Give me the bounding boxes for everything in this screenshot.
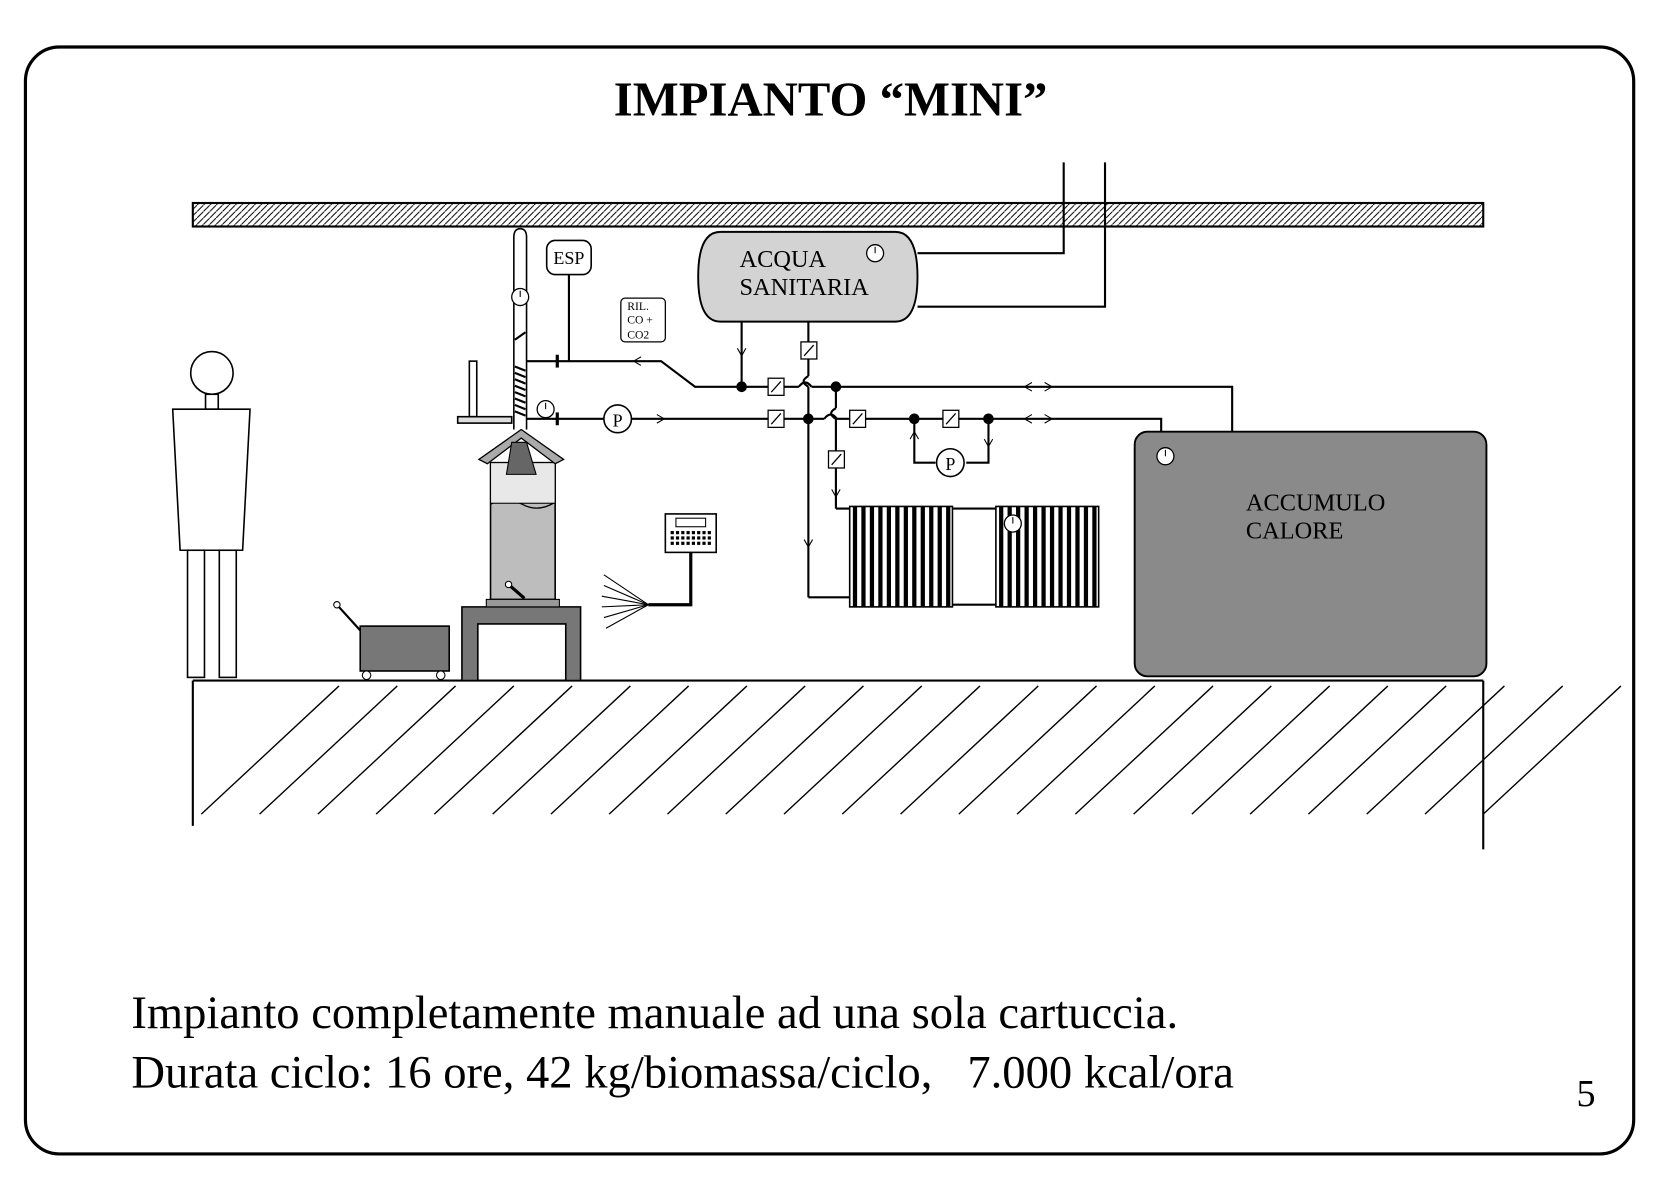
- caption-line-2: Durata ciclo: 16 ore, 42 kg/biomassa/ciclo, 7.000 kcal/ora: [131, 1046, 1234, 1099]
- chimney-thermometer-icon: [512, 288, 529, 305]
- page-number: 5: [1576, 1072, 1596, 1115]
- pump-bypass-label: P: [945, 454, 956, 475]
- accumulo-label-2: CALORE: [1245, 517, 1344, 545]
- pump-main-label: P: [612, 410, 623, 431]
- co-co2-detector: [621, 298, 665, 342]
- acqua-sanitaria-tank: [698, 232, 917, 322]
- valves: [768, 342, 959, 468]
- radiator-left: [850, 506, 953, 606]
- chimney: [458, 229, 527, 430]
- floor: [193, 681, 1621, 850]
- acqua-label-2: SANITARIA: [739, 273, 869, 301]
- pump-main: [604, 405, 632, 433]
- esp-label: ESP: [553, 247, 585, 268]
- control-unit: [602, 514, 716, 628]
- accumulo-calore-tank: [1135, 432, 1487, 677]
- biomass-cart: [334, 602, 449, 680]
- ril-label-1: RIL.: [627, 299, 649, 313]
- ceiling: [193, 203, 1483, 227]
- sensor-fan-icon: [602, 575, 649, 628]
- flue-thermometer-icon: [537, 401, 554, 418]
- tank-gauge-icon: [867, 245, 884, 262]
- acqua-label-1: ACQUA: [739, 246, 827, 274]
- ril-label-2: CO +: [627, 313, 653, 327]
- radiator-right: [996, 506, 1099, 606]
- radiator-gauge-icon: [1004, 515, 1021, 532]
- pump-bypass: [937, 449, 965, 477]
- esp-sensor: [547, 240, 591, 361]
- caption-line-1: Impianto completamente manuale ad una sola cartuccia.: [131, 986, 1179, 1039]
- storage-gauge-icon: [1157, 448, 1174, 465]
- gasifier-stand: [462, 607, 581, 681]
- ril-label-3: CO2: [627, 328, 650, 342]
- accumulo-label-1: ACCUMULO: [1245, 489, 1386, 517]
- gasifier-cartridge: [479, 430, 564, 607]
- person-figure: [173, 352, 250, 678]
- page-title: IMPIANTO “MINI”: [613, 71, 1048, 127]
